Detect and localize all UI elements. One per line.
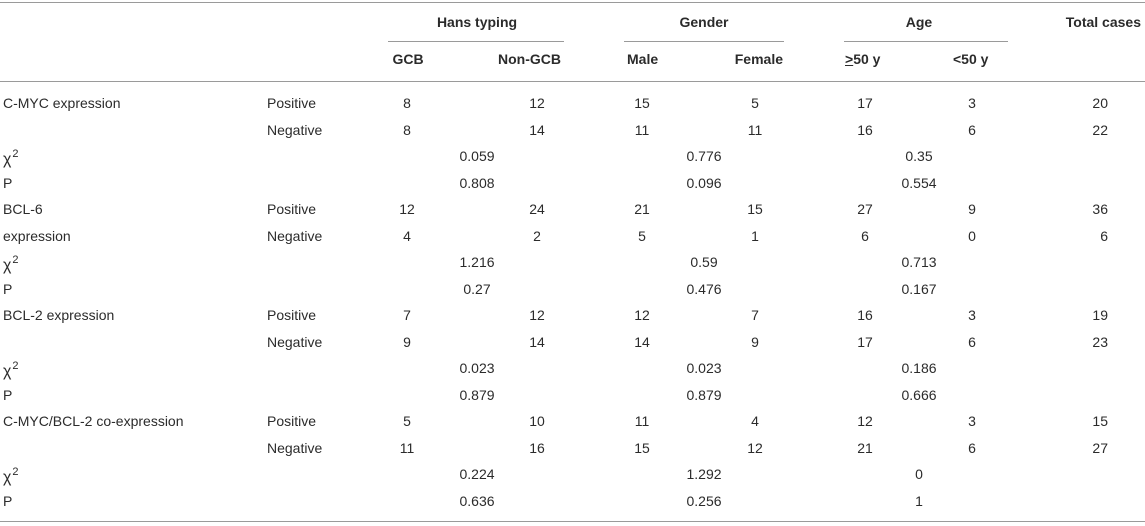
row-sublabel: Positive	[267, 307, 317, 323]
gender-underline	[624, 41, 784, 42]
table-top-rule	[0, 2, 1145, 3]
cell-age-lt-50: 6	[968, 334, 976, 350]
stat-gender: 0.879	[686, 387, 722, 403]
cell-gcb: 5	[403, 413, 411, 429]
row-label: BCL-6	[3, 201, 43, 217]
stat-gender: 0.59	[690, 254, 718, 270]
header-gender: Gender	[679, 14, 729, 30]
chi-square-label	[3, 252, 19, 274]
chi-square-label	[3, 358, 19, 380]
stat-hans-typing: 0.636	[459, 493, 495, 509]
cell-male: 5	[638, 228, 646, 244]
cell-gcb: 8	[403, 95, 411, 111]
cell-female: 7	[751, 307, 759, 323]
stat-hans-typing: 0.023	[459, 360, 495, 376]
row-label: expression	[3, 228, 71, 244]
cell-age-ge-50: 17	[857, 334, 873, 350]
subheader-age-ge-50	[845, 51, 880, 68]
cell-female: 15	[747, 201, 763, 217]
stat-age: 0.35	[905, 148, 933, 164]
cell-total: 15	[1092, 413, 1108, 429]
stat-hans-typing: 0.27	[463, 281, 491, 297]
row-sublabel: Positive	[267, 201, 317, 217]
stat-age: 0.554	[901, 175, 937, 191]
row-label: C-MYC/BCL-2 co-expression	[3, 413, 184, 429]
stat-gender: 1.292	[686, 466, 722, 482]
row-sublabel: Positive	[267, 95, 317, 111]
subheader-male: Male	[627, 51, 659, 67]
cell-female: 11	[747, 122, 763, 138]
cell-male: 15	[634, 440, 650, 456]
cell-non-gcb: 24	[529, 201, 545, 217]
stat-hans-typing: 0.224	[459, 466, 495, 482]
chi-square-label	[3, 146, 19, 168]
cell-non-gcb: 14	[529, 334, 545, 350]
cell-age-ge-50: 16	[857, 307, 873, 323]
cell-total: 6	[1100, 228, 1108, 244]
cell-female: 1	[751, 228, 759, 244]
table-bottom-rule	[0, 521, 1145, 522]
chi-symbol: χ	[3, 363, 12, 380]
cell-female: 9	[751, 334, 759, 350]
cell-age-lt-50: 3	[968, 95, 976, 111]
stat-age: 0.713	[901, 254, 937, 270]
cell-age-lt-50: 0	[968, 228, 976, 244]
header-hans-typing: Hans typing	[436, 14, 518, 30]
row-sublabel: Negative	[267, 334, 323, 350]
chi-square-label	[3, 464, 19, 486]
p-value-label: P	[3, 175, 13, 191]
chi-exponent: 2	[12, 360, 19, 372]
chi-symbol: χ	[3, 151, 12, 168]
subheader-gcb: GCB	[392, 51, 424, 67]
chi-exponent: 2	[12, 148, 19, 160]
stat-hans-typing: 0.808	[459, 175, 495, 191]
stat-gender: 0.776	[686, 148, 722, 164]
cell-age-lt-50: 3	[968, 307, 976, 323]
cell-non-gcb: 2	[533, 228, 541, 244]
stat-age: 0.167	[901, 281, 937, 297]
cell-total: 20	[1092, 95, 1108, 111]
header-bottom-rule	[0, 81, 1145, 82]
cell-non-gcb: 16	[529, 440, 545, 456]
p-value-label: P	[3, 387, 13, 403]
subheader-female: Female	[734, 51, 783, 67]
cell-age-lt-50: 3	[968, 413, 976, 429]
stat-age: 1	[915, 493, 923, 509]
stat-hans-typing: 0.879	[459, 387, 495, 403]
cell-non-gcb: 10	[529, 413, 545, 429]
subheader-age-lt-50: <50 y	[953, 51, 989, 67]
cell-male: 21	[634, 201, 650, 217]
cell-male: 14	[634, 334, 650, 350]
stat-hans-typing: 0.059	[459, 148, 495, 164]
cell-age-ge-50: 21	[857, 440, 873, 456]
stat-age: 0.666	[901, 387, 937, 403]
cell-gcb: 8	[403, 122, 411, 138]
cell-female: 4	[751, 413, 759, 429]
row-sublabel: Negative	[267, 440, 323, 456]
stat-gender: 0.256	[686, 493, 722, 509]
cell-total: 36	[1092, 201, 1108, 217]
stat-gender: 0.476	[686, 281, 722, 297]
cell-age-ge-50: 12	[857, 413, 873, 429]
age-underline	[844, 41, 1008, 42]
cell-male: 12	[634, 307, 650, 323]
cell-gcb: 7	[403, 307, 411, 323]
cell-gcb: 12	[399, 201, 415, 217]
cell-total: 23	[1092, 334, 1108, 350]
subheader-age-ge-50-rest: 50 y	[853, 51, 881, 67]
cell-gcb: 9	[403, 334, 411, 350]
cell-non-gcb: 12	[529, 307, 545, 323]
chi-symbol: χ	[3, 257, 12, 274]
cell-age-ge-50: 17	[857, 95, 873, 111]
cell-total: 22	[1092, 122, 1108, 138]
stat-hans-typing: 1.216	[459, 254, 495, 270]
cell-age-ge-50: 16	[857, 122, 873, 138]
cell-male: 15	[634, 95, 650, 111]
subheader-non-gcb: Non-GCB	[498, 51, 561, 67]
row-sublabel: Negative	[267, 228, 323, 244]
cell-non-gcb: 14	[529, 122, 545, 138]
cell-non-gcb: 12	[529, 95, 545, 111]
cell-male: 11	[634, 122, 650, 138]
chi-symbol: χ	[3, 469, 12, 486]
cell-age-lt-50: 6	[968, 122, 976, 138]
hans-typing-underline	[388, 41, 564, 42]
cell-total: 27	[1092, 440, 1108, 456]
stat-age: 0	[915, 466, 923, 482]
p-value-label: P	[3, 493, 13, 509]
header-total-cases: Total cases	[1065, 14, 1141, 30]
chi-exponent: 2	[12, 254, 19, 266]
cell-age-lt-50: 9	[968, 201, 976, 217]
cell-male: 11	[634, 413, 650, 429]
row-sublabel: Negative	[267, 122, 323, 138]
cell-gcb: 4	[403, 228, 411, 244]
row-sublabel: Positive	[267, 413, 317, 429]
cell-age-ge-50: 27	[857, 201, 873, 217]
stat-age: 0.186	[901, 360, 937, 376]
row-label: BCL-2 expression	[3, 307, 115, 323]
stat-gender: 0.096	[686, 175, 722, 191]
chi-exponent: 2	[12, 466, 19, 478]
cell-female: 12	[747, 440, 763, 456]
cell-female: 5	[751, 95, 759, 111]
cell-gcb: 11	[399, 440, 415, 456]
cell-age-ge-50: 6	[861, 228, 869, 244]
ge-symbol: >	[845, 51, 854, 67]
stat-gender: 0.023	[686, 360, 722, 376]
header-age: Age	[905, 14, 933, 30]
cell-total: 19	[1092, 307, 1108, 323]
cell-age-lt-50: 6	[968, 440, 976, 456]
p-value-label: P	[3, 281, 13, 297]
row-label: C-MYC expression	[3, 95, 121, 111]
